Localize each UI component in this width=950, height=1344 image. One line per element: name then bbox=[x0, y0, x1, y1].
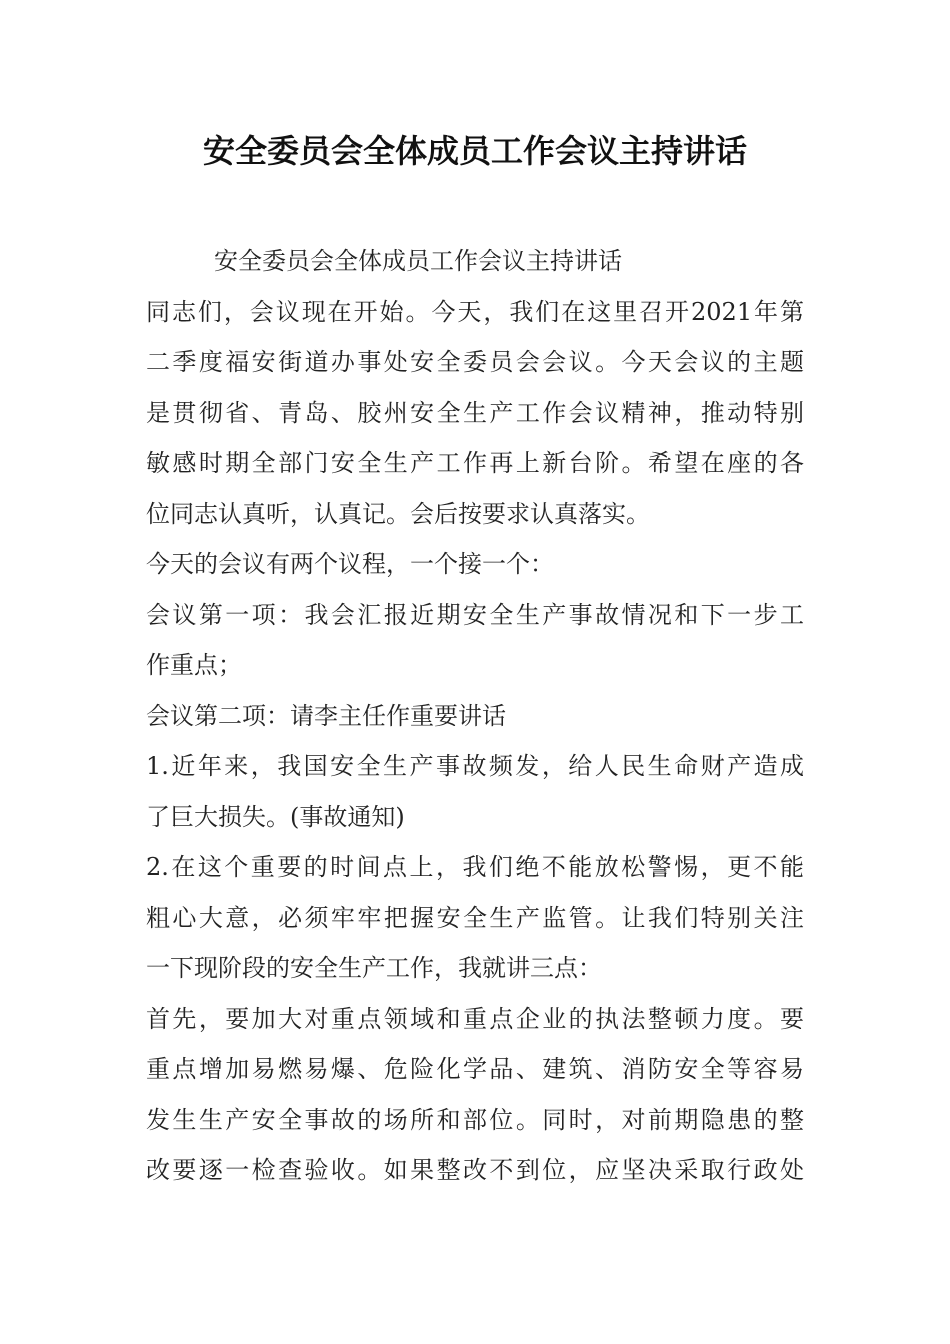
body-line: 一下现阶段的安全生产工作，我就讲三点： bbox=[146, 954, 602, 982]
body-line: 会议第二项：请李主任作重要讲话 bbox=[146, 701, 506, 730]
body-line: 粗心大意，必须牢牢把握安全生产监管。让我们特别关注 bbox=[146, 903, 804, 932]
body-line: 首先，要加大对重点领域和重点企业的执法整顿力度。要 bbox=[146, 1004, 804, 1033]
body-line: 同志们，会议现在开始。今天，我们在这里召开2021年第 bbox=[146, 297, 804, 326]
body-line: 是贯彻省、青岛、胶州安全生产工作会议精神，推动特别 bbox=[146, 398, 804, 427]
body-line: 改要逐一检查验收。如果整改不到位，应坚决采取行政处 bbox=[146, 1156, 804, 1184]
body-line: 2.在这个重要的时间点上，我们绝不能放松警惕，更不能 bbox=[146, 853, 804, 881]
body-line: 敏感时期全部门安全生产工作再上新台阶。希望在座的各 bbox=[146, 449, 804, 477]
body-line: 二季度福安街道办事处安全委员会会议。今天会议的主题 bbox=[146, 348, 804, 376]
body-subtitle-line: 安全委员会全体成员工作会议主持讲话 bbox=[214, 247, 622, 275]
document-body bbox=[146, 236, 804, 1196]
body-line: 了巨大损失。(事故通知) bbox=[146, 802, 405, 831]
body-line: 发生生产安全事故的场所和部位。同时，对前期隐患的整 bbox=[146, 1105, 804, 1134]
body-line: 作重点； bbox=[146, 651, 242, 679]
body-line: 位同志认真听，认真记。会后按要求认真落实。 bbox=[146, 499, 650, 528]
body-line: 今天的会议有两个议程，一个接一个： bbox=[146, 550, 554, 578]
body-line: 1.近年来，我国安全生产事故频发，给人民生命财产造成 bbox=[146, 752, 804, 780]
document-title: 安全委员会全体成员工作会议主持讲话 bbox=[202, 132, 747, 170]
body-line: 重点增加易燃易爆、危险化学品、建筑、消防安全等容易 bbox=[146, 1055, 804, 1083]
body-line: 会议第一项：我会汇报近期安全生产事故情况和下一步工 bbox=[146, 600, 804, 629]
